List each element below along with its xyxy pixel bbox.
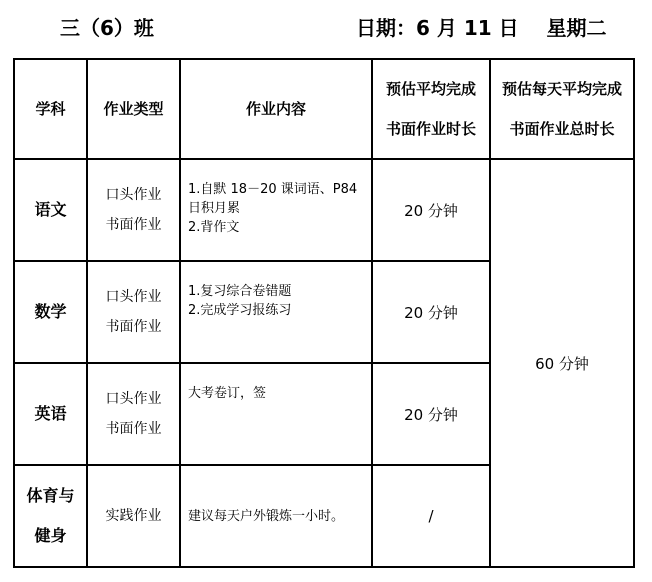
type-cell [87,363,180,465]
time-cell [372,159,490,261]
content-line: 日积月累 [188,201,241,216]
content-line: 建议每天户外锻炼一小时。 [188,508,345,524]
subject-cell [14,465,87,567]
time-cell [372,363,490,465]
homework-table [13,58,635,568]
header-homework-content [180,59,372,159]
content-cell [180,159,372,261]
type-cell [87,261,180,363]
subject-text: 健身 [34,526,67,545]
table-row [14,159,634,261]
content-line: 2.完成学习报练习 [188,303,292,318]
header-total-time-line2: 书面作业总时长 [509,120,615,138]
content-cell [180,261,372,363]
class-title: 三（6）班 [60,16,154,40]
header-avg-time [372,59,490,159]
type-text: 口头作业 [105,289,162,305]
subject-cell [14,159,87,261]
time-cell [372,465,490,567]
type-text: 口头作业 [105,187,162,203]
time-text: 20 分钟 [404,405,458,424]
header-content-text: 作业内容 [245,100,306,118]
header-subject-text: 学科 [35,100,66,118]
type-text: 书面作业 [105,217,162,233]
type-text: 书面作业 [105,421,162,437]
header-homework-type [87,59,180,159]
type-cell [87,465,180,567]
content-cell [180,465,372,567]
total-time-text: 60 分钟 [535,354,589,373]
subject-cell [14,261,87,363]
table-header-row [14,59,634,159]
type-text: 口头作业 [105,391,162,407]
header-total-time-line1: 预估每天平均完成 [501,80,622,98]
header-type-text: 作业类型 [103,100,164,118]
header-avg-time-line2: 书面作业时长 [385,120,476,138]
subject-text: 英语 [34,404,67,423]
content-line: 大考卷订，签 [188,386,267,401]
time-cell [372,261,490,363]
type-text: 书面作业 [105,319,162,335]
date-label: 日期：6 月 11 日 星期二 [356,16,607,40]
time-text: 20 分钟 [404,201,458,220]
content-cell [180,363,372,465]
total-time-cell [490,159,634,567]
subject-text: 语文 [34,200,67,219]
type-text: 实践作业 [105,508,162,524]
type-cell [87,159,180,261]
content-line: 1.复习综合卷错题 [188,284,292,299]
content-line: 2.背作文 [188,220,240,235]
subject-text: 数学 [34,302,67,321]
content-line: 1.自默 18－20 课词语、P84 [188,182,358,197]
subject-cell [14,363,87,465]
time-text: 20 分钟 [404,303,458,322]
header-subject [14,59,87,159]
header-total-time [490,59,634,159]
header-avg-time-line1: 预估平均完成 [385,80,476,98]
time-text: / [428,507,434,525]
subject-text: 体育与 [26,486,75,505]
